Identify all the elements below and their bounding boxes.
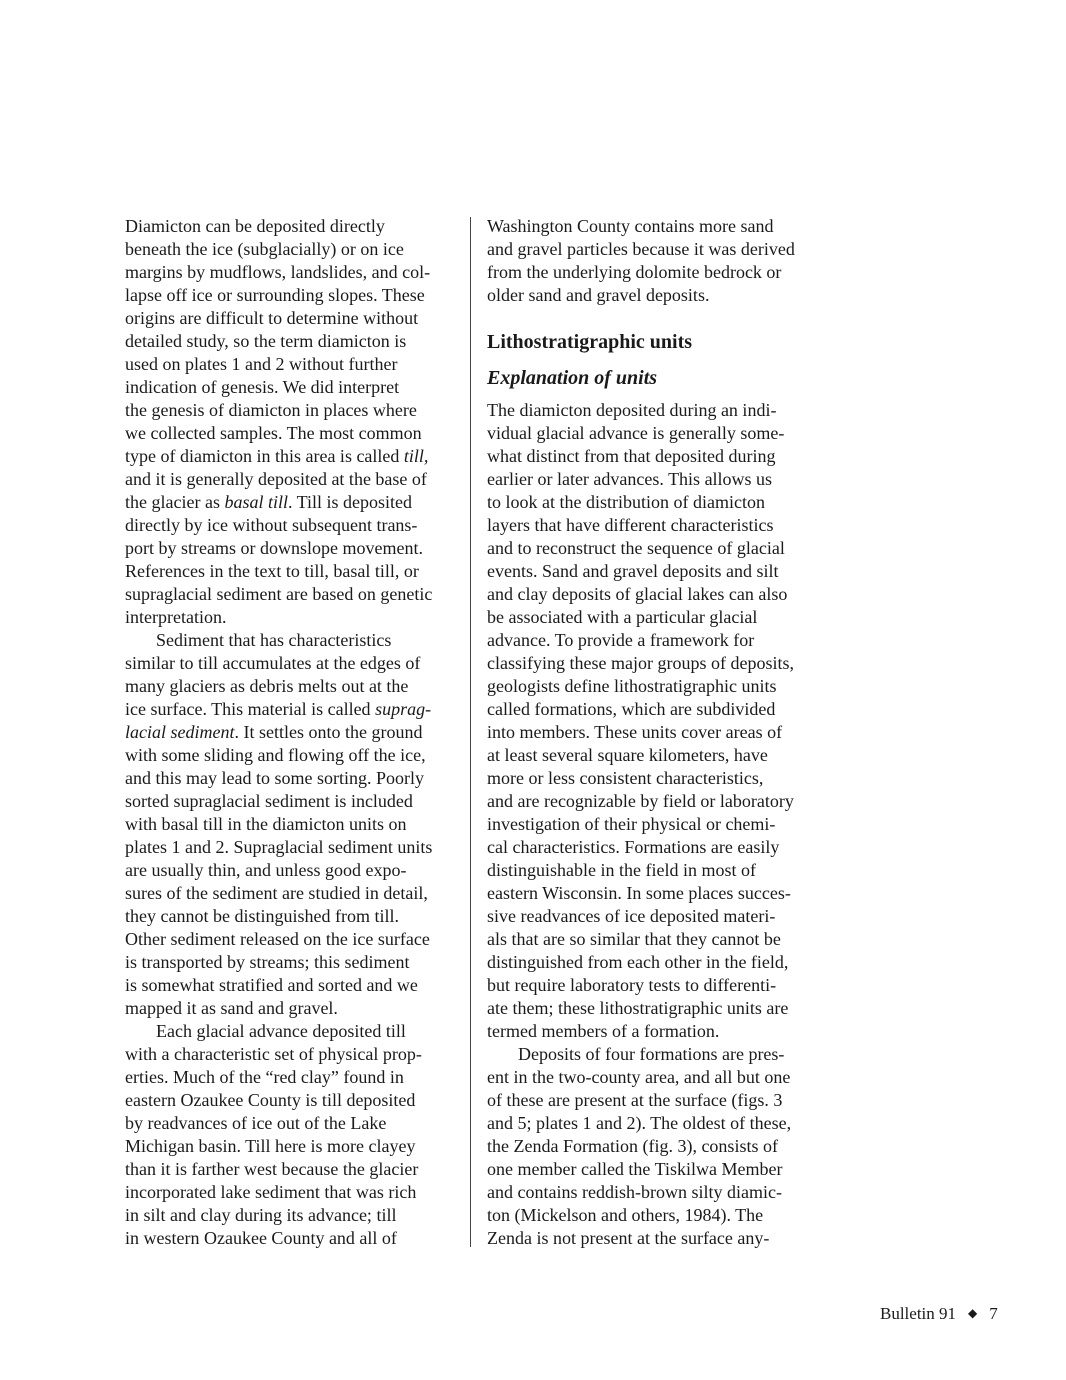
text-line: port by streams or downslope movement. — [125, 538, 423, 558]
text-line: sorted supraglacial sediment is included — [125, 791, 413, 811]
section-heading: Lithostratigraphic units — [487, 331, 693, 353]
text-line: sive readvances of ice deposited materi- — [487, 906, 776, 926]
right-column — [487, 215, 822, 1250]
column-divider — [470, 217, 471, 1247]
text-line: advance. To provide a framework for — [487, 630, 755, 650]
text-line: and contains reddish-brown silty diamic- — [487, 1182, 782, 1202]
text-line: eastern Ozaukee County is till deposited — [125, 1090, 416, 1110]
text-line: supraglacial sediment are based on genetic — [125, 584, 433, 604]
text-line: interpretation. — [125, 607, 227, 627]
text-line: Sediment that has characteristics — [156, 630, 392, 650]
text-line: to look at the distribution of diamicton — [487, 492, 765, 512]
italic-term: suprag- — [375, 699, 432, 719]
text-line: of these are present at the surface (figs. 3 — [487, 1090, 783, 1110]
italic-term: lacial sediment — [125, 722, 235, 742]
left-column — [125, 215, 460, 1250]
text-run: type of diamicton in this area is called — [125, 446, 404, 466]
text-line: from the underlying dolomite bedrock or — [487, 262, 782, 282]
text-line: with some sliding and flowing off the ice, — [125, 745, 426, 765]
text-line: geologists define lithostratigraphic units — [487, 676, 777, 696]
text-line: they cannot be distinguished from till. — [125, 906, 399, 926]
text-line: mapped it as sand and gravel. — [125, 998, 338, 1018]
text-line: earlier or later advances. This allows us — [487, 469, 773, 489]
text-run: the glacier as — [125, 492, 225, 512]
text-line: Diamicton can be deposited directly — [125, 216, 385, 236]
text-line: eastern Wisconsin. In some places succes- — [487, 883, 791, 903]
text-line: incorporated lake sediment that was rich — [125, 1182, 417, 1202]
text-line: than it is farther west because the glacier — [125, 1159, 419, 1179]
text-line: termed members of a formation. — [487, 1021, 720, 1041]
text-line: beneath the ice (subglacially) or on ice — [125, 239, 404, 259]
publication-name: Bulletin 91 — [880, 1304, 957, 1323]
text-line: als that are so similar that they cannot be — [487, 929, 781, 949]
text-line: is somewhat stratified and sorted and we — [125, 975, 418, 995]
text-line: cal characteristics. Formations are easily — [487, 837, 780, 857]
text-line: lapse off ice or surrounding slopes. These — [125, 285, 425, 305]
text-line: similar to till accumulates at the edges of — [125, 653, 421, 673]
text-line — [125, 445, 460, 468]
text-line: Michigan basin. Till here is more clayey — [125, 1136, 416, 1156]
text-line: at least several square kilometers, have — [487, 745, 768, 765]
right-body-text — [487, 399, 822, 1250]
text-line: distinguishable in the field in most of — [487, 860, 756, 880]
text-line: sures of the sediment are studied in detail, — [125, 883, 428, 903]
text-line: and it is generally deposited at the base of — [125, 469, 427, 489]
text-line: is transported by streams; this sediment — [125, 952, 410, 972]
text-line: Washington County contains more sand — [487, 216, 774, 236]
text-line: classifying these major groups of deposits, — [487, 653, 794, 673]
text-line: and clay deposits of glacial lakes can also — [487, 584, 788, 604]
text-line: Deposits of four formations are pres- — [518, 1044, 785, 1064]
right-intro-paragraph — [487, 215, 822, 307]
text-line: ton (Mickelson and others, 1984). The — [487, 1205, 764, 1225]
italic-term: till, — [403, 446, 429, 466]
text-line: References in the text to till, basal till, or — [125, 561, 419, 581]
text-line: and gravel particles because it was derived — [487, 239, 795, 259]
italic-term: basal till — [224, 492, 288, 512]
text-line: and to reconstruct the sequence of glacial — [487, 538, 785, 558]
text-line: the Zenda Formation (fig. 3), consists of — [487, 1136, 778, 1156]
text-line: called formations, which are subdivided — [487, 699, 776, 719]
text-line: we collected samples. The most common — [125, 423, 422, 443]
text-line: Each glacial advance deposited till — [156, 1021, 406, 1041]
text-line: vidual glacial advance is generally some- — [487, 423, 785, 443]
text-line: older sand and gravel deposits. — [487, 285, 710, 305]
text-line: into members. These units cover areas of — [487, 722, 783, 742]
text-line: be associated with a particular glacial — [487, 607, 758, 627]
text-line: but require laboratory tests to differenti- — [487, 975, 777, 995]
text-line — [125, 698, 460, 721]
text-line: and are recognizable by field or laboratory — [487, 791, 794, 811]
text-line: more or less consistent characteristics, — [487, 768, 764, 788]
text-line: detailed study, so the term diamicton is — [125, 331, 407, 351]
text-line: Other sediment released on the ice surface — [125, 929, 430, 949]
text-line: by readvances of ice out of the Lake — [125, 1113, 387, 1133]
text-line: The diamicton deposited during an indi- — [487, 400, 777, 420]
text-line: plates 1 and 2. Supraglacial sediment units — [125, 837, 433, 857]
text-line: used on plates 1 and 2 without further — [125, 354, 398, 374]
text-run: ice surface. This material is called — [125, 699, 376, 719]
text-line: erties. Much of the “red clay” found in — [125, 1067, 404, 1087]
text-line: origins are difficult to determine without — [125, 308, 419, 328]
text-line: investigation of their physical or chemi- — [487, 814, 776, 834]
text-line: in silt and clay during its advance; till — [125, 1205, 397, 1225]
text-line: and 5; plates 1 and 2). The oldest of these, — [487, 1113, 792, 1133]
text-line: ate them; these lithostratigraphic units are — [487, 998, 789, 1018]
text-line: distinguished from each other in the field, — [487, 952, 789, 972]
text-line: directly by ice without subsequent trans- — [125, 515, 418, 535]
text-line — [125, 721, 460, 744]
page-number: 7 — [989, 1304, 998, 1323]
text-line: are usually thin, and unless good expo- — [125, 860, 407, 880]
text-run: . Till is deposited — [287, 492, 412, 512]
text-line: Zenda is not present at the surface any- — [487, 1228, 770, 1248]
text-line: with basal till in the diamicton units on — [125, 814, 407, 834]
text-line: one member called the Tiskilwa Member — [487, 1159, 783, 1179]
text-line: in western Ozaukee County and all of — [125, 1228, 397, 1248]
page-footer — [880, 1302, 998, 1325]
text-line: margins by mudflows, landslides, and col- — [125, 262, 431, 282]
text-line: ent in the two-county area, and all but one — [487, 1067, 791, 1087]
text-line: layers that have different characteristics — [487, 515, 774, 535]
subsection-heading: Explanation of units — [487, 367, 658, 389]
diamond-separator-icon: ◆ — [968, 1306, 978, 1320]
text-line: and this may lead to some sorting. Poorly — [125, 768, 424, 788]
text-line: the genesis of diamicton in places where — [125, 400, 417, 420]
text-line: indication of genesis. We did interpret — [125, 377, 400, 397]
text-line: with a characteristic set of physical prop- — [125, 1044, 422, 1064]
text-line: events. Sand and gravel deposits and silt — [487, 561, 779, 581]
text-line — [125, 491, 460, 514]
text-run: . It settles onto the ground — [234, 722, 423, 742]
text-line: what distinct from that deposited during — [487, 446, 776, 466]
text-line: many glaciers as debris melts out at the — [125, 676, 409, 696]
